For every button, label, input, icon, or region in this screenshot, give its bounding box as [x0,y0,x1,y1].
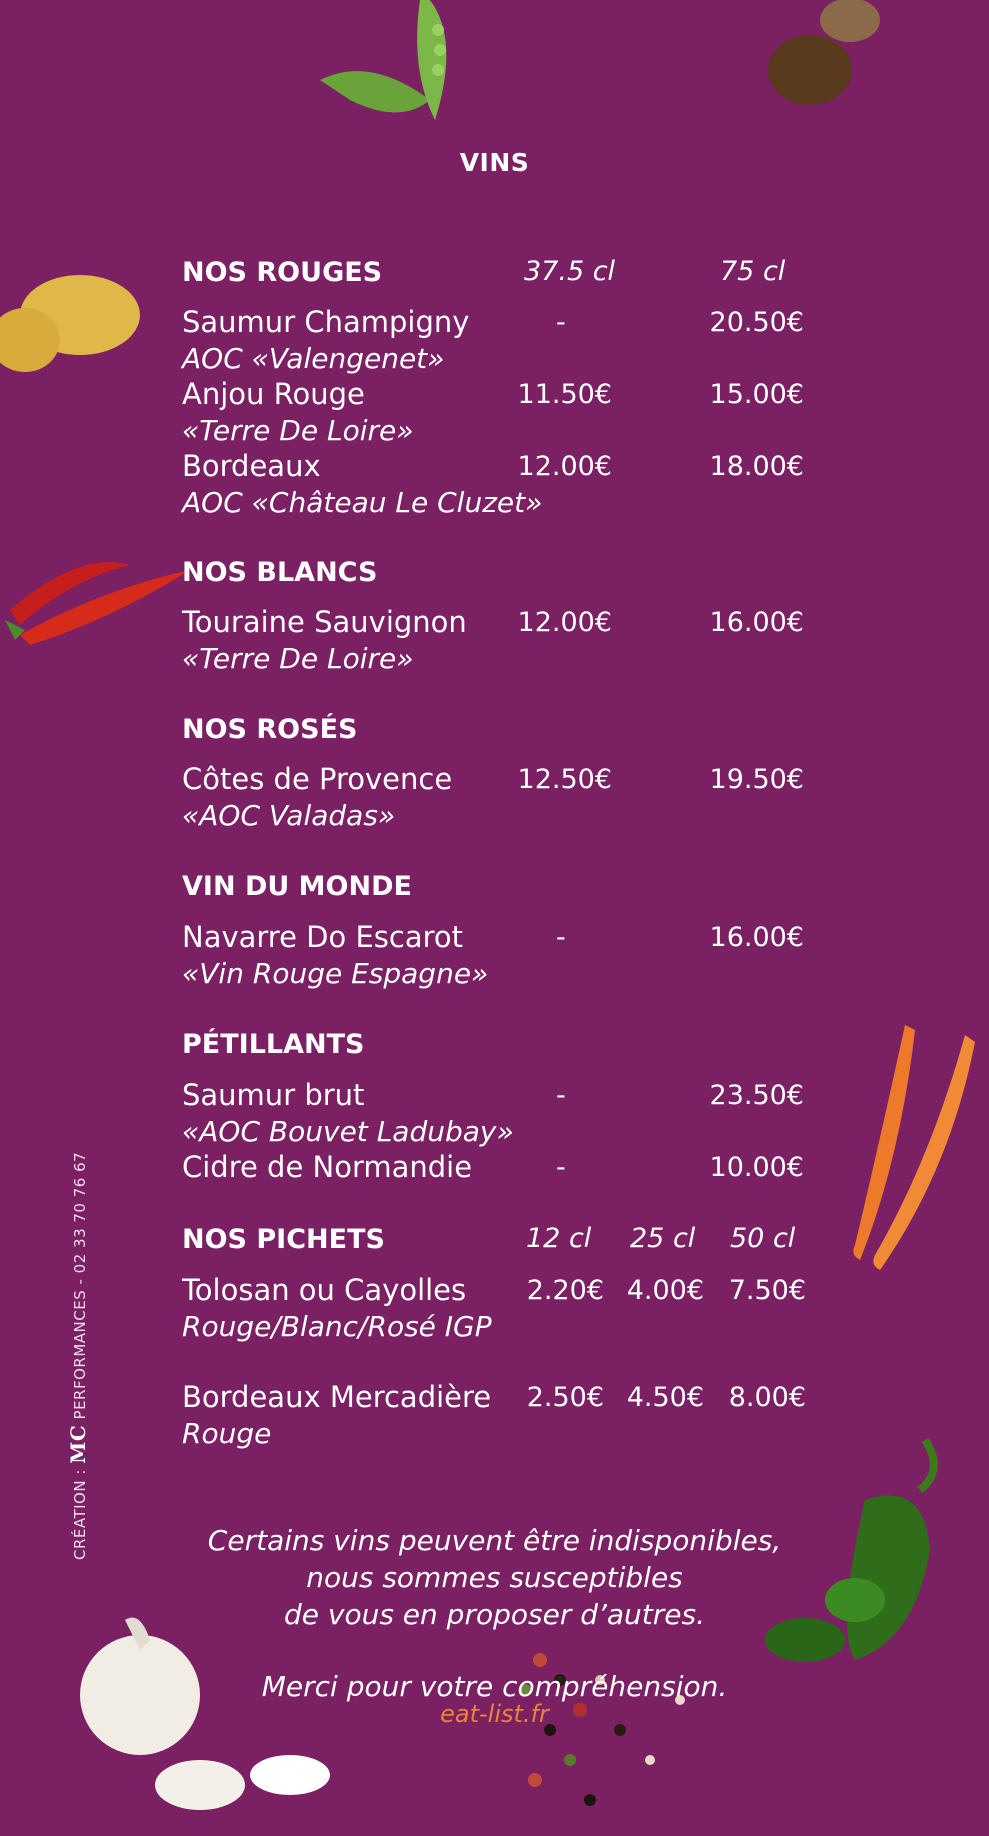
price-75cl: 18.00€ [709,451,804,482]
price-37cl: 12.00€ [517,607,612,638]
wine-appellation: AOC «Château Le Cluzet» [182,486,543,519]
price-75cl: 15.00€ [709,379,804,410]
watermark: eat-list.fr [440,1700,549,1728]
peppercorns-icon [480,1620,700,1836]
section-heading-pichets: NOS PICHETS [182,1224,385,1255]
wine-appellation: «Terre De Loire» [182,642,414,675]
price-25cl: 4.50€ [626,1382,704,1413]
wine-appellation: «AOC Valadas» [182,799,396,832]
page-title: VINS [459,148,530,177]
section-heading-rouges: NOS ROUGES [182,257,383,288]
wine-name: Tolosan ou Cayolles [182,1273,467,1307]
section-heading-petillants: PÉTILLANTS [182,1029,365,1060]
mushroom-icon [750,0,880,110]
design-credit [66,1152,90,1560]
price-37cl: - [556,1152,566,1183]
price-25cl: 4.00€ [626,1275,704,1306]
price-50cl: 8.00€ [728,1382,806,1413]
price-37cl: 12.50€ [517,764,612,795]
chili-pepper-icon [0,540,200,650]
availability-note-line: Certains vins peuvent être indisponibles, [207,1524,782,1557]
wine-appellation: Rouge/Blanc/Rosé IGP [182,1310,492,1343]
price-37cl: - [556,307,566,338]
price-75cl: 16.00€ [709,607,804,638]
column-header-75cl: 75 cl [720,256,786,287]
availability-note-line: de vous en proposer d’autres. [283,1598,706,1631]
credit-prefix: CRÉATION : [71,1469,89,1560]
price-75cl: 19.50€ [709,764,804,795]
availability-note-line: nous sommes susceptibles [306,1561,683,1594]
price-12cl: 2.20€ [526,1275,604,1306]
section-heading-roses: NOS ROSÉS [182,714,358,745]
price-37cl: 12.00€ [517,451,612,482]
wine-appellation: «Terre De Loire» [182,414,414,447]
potato-icon [0,270,150,380]
column-header-12cl: 12 cl [526,1223,592,1254]
column-header-37cl: 37.5 cl [524,256,616,287]
carrots-icon [840,1020,989,1280]
wine-name: Touraine Sauvignon [182,605,467,639]
price-75cl: 16.00€ [709,922,804,953]
wine-name: Saumur brut [182,1078,365,1112]
section-heading-monde: VIN DU MONDE [182,871,412,902]
wine-appellation: AOC «Valengenet» [182,342,445,375]
wine-name: Bordeaux Mercadière [182,1380,492,1414]
pea-pod-icon [310,0,480,135]
price-12cl: 2.50€ [526,1382,604,1413]
section-heading-blancs: NOS BLANCS [182,557,378,588]
price-37cl: 11.50€ [517,379,612,410]
wine-appellation: «AOC Bouvet Ladubay» [182,1115,514,1148]
wine-name: Bordeaux [182,449,321,483]
price-50cl: 7.50€ [728,1275,806,1306]
price-37cl: - [556,1080,566,1111]
price-75cl: 23.50€ [709,1080,804,1111]
wine-name: Anjou Rouge [182,377,365,411]
column-header-25cl: 25 cl [630,1223,696,1254]
credit-suffix: PERFORMANCES - 02 33 70 76 67 [71,1151,89,1420]
price-75cl: 20.50€ [709,307,804,338]
wine-name: Cidre de Normandie [182,1150,473,1184]
mc-logo: MC [66,1424,90,1464]
price-37cl: - [556,922,566,953]
wine-name: Saumur Champigny [182,305,470,339]
wine-name: Navarre Do Escarot [182,920,463,954]
wine-appellation: «Vin Rouge Espagne» [182,957,489,990]
column-header-50cl: 50 cl [730,1223,796,1254]
price-75cl: 10.00€ [709,1152,804,1183]
wine-name: Côtes de Provence [182,762,453,796]
thanks-note: Merci pour votre compréhension. [261,1670,728,1703]
wine-appellation: Rouge [182,1417,272,1450]
